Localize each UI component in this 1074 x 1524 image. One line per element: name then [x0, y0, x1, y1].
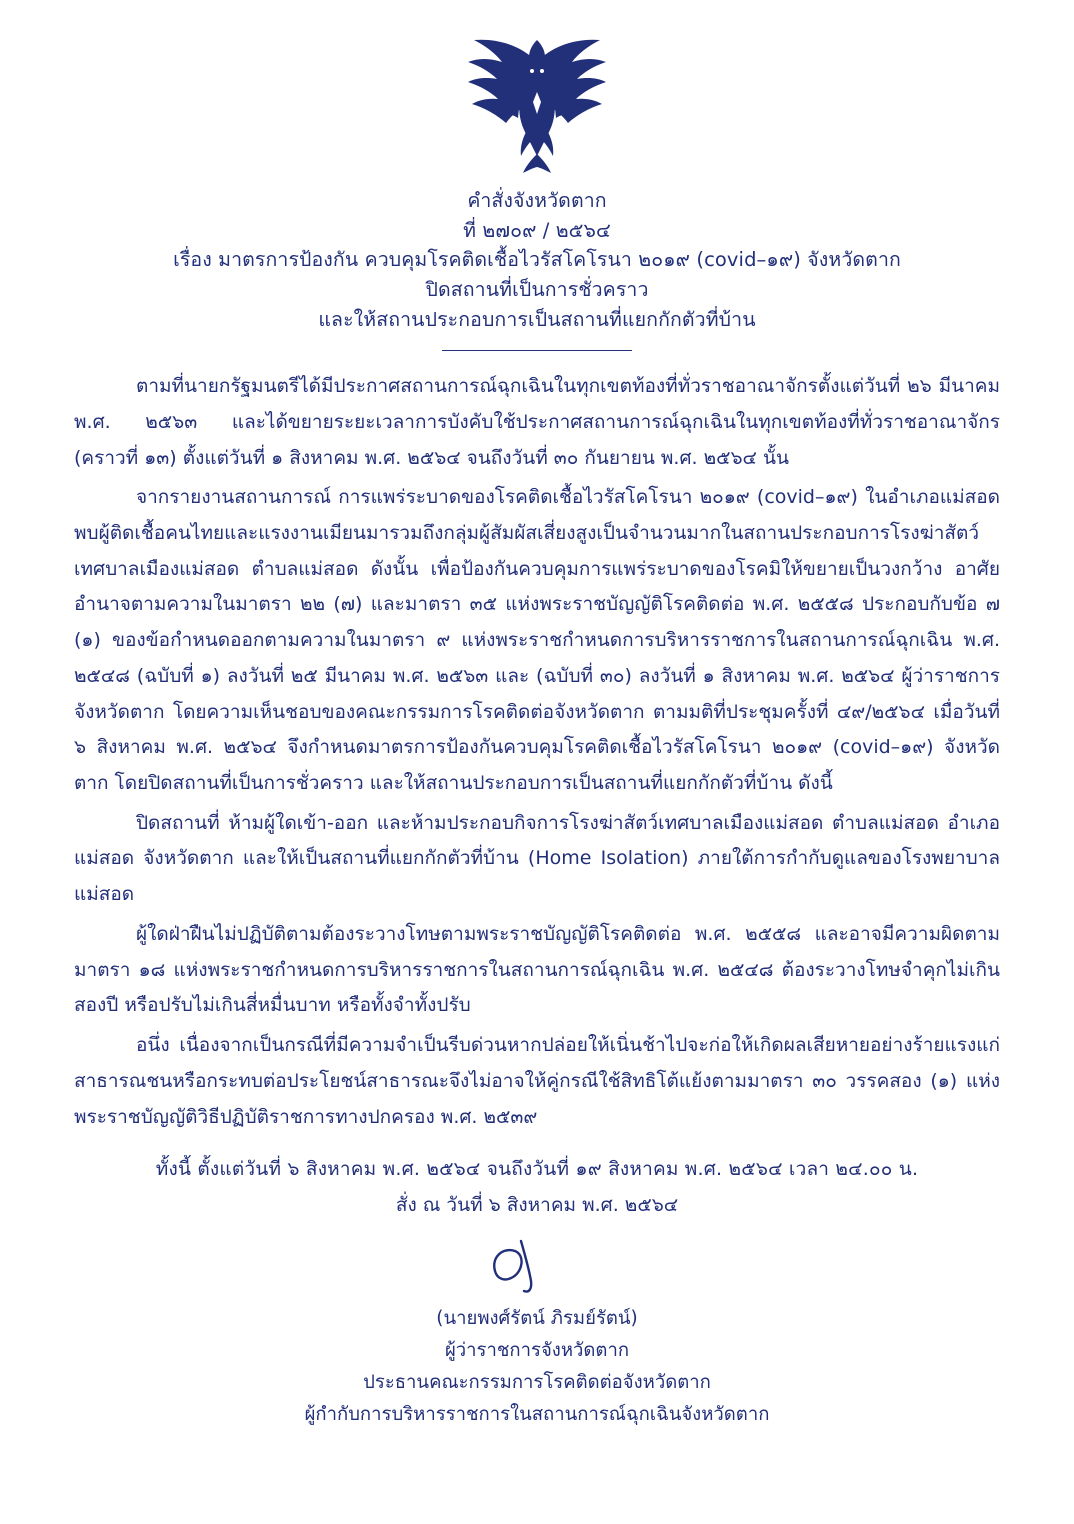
document-body	[74, 369, 1000, 1135]
emblem-container	[74, 28, 1000, 186]
closing-block	[74, 1151, 1000, 1223]
paragraph-1: ตามที่นายกรัฐมนตรีได้มีประกาศสถานการณ์ฉุกเฉินในทุกเขตท้องที่ทั่วราชอาณาจักรตั้งแต่วันที่ ๒๖ มีนาคม พ.ศ. ๒๕๖๓ และได้ขยายระยะเวลาการบังคับใช้ประกาศสถานการณ์ฉุกเฉินในทุกเขตท้องที่ทั่วราชอาณาจักร (คราวที่ ๑๓) ตั้งแต่วันที่ ๑ สิงหาคม พ.ศ. ๒๕๖๔ จนถึงวันที่ ๓๐ กันยายน พ.ศ. ๒๕๖๔ นั้น	[74, 375, 1000, 469]
paragraph-5: อนึ่ง เนื่องจากเป็นกรณีที่มีความจำเป็นรีบด่วนหากปล่อยให้เนิ่นช้าไปจะก่อให้เกิดผลเสียหายอย่างร้ายแรงแก่สาธารณชนหรือกระทบต่อประโยชน์สาธารณะจึงไม่อาจให้คู่กรณีใช้สิทธิโต้แย้งตามมาตรา ๓๐ วรรคสอง (๑) แห่งพระราชบัญญัติวิธีปฏิบัติราชการทางปกครอง พ.ศ. ๒๕๓๙	[74, 1034, 1000, 1128]
paragraph-4: ผู้ใดฝ่าฝืนไม่ปฏิบัติตามต้องระวางโทษตามพระราชบัญญัติโรคติดต่อ พ.ศ. ๒๕๕๘ และอาจมีความผิดตามมาตรา ๑๘ แห่งพระราชกำหนดการบริหารราชการในสถานการณ์ฉุกเฉิน พ.ศ. ๒๕๔๘ ต้องระวางโทษจำคุกไม่เกินสองปี หรือปรับไม่เกินสี่หมื่นบาท หรือทั้งจำทั้งปรับ	[74, 922, 1000, 1017]
garuda-emblem	[452, 28, 622, 178]
signature-block	[74, 1229, 1000, 1430]
signer-title-emergency: ผู้กำกับการบริหารราชการในสถานการณ์ฉุกเฉินจังหวัดตาก	[304, 1403, 770, 1425]
order-subject-line3: และให้สถานประกอบการเป็นสถานที่แยกกักตัวที่บ้าน	[318, 307, 756, 331]
order-subject: เรื่อง มาตรการป้องกัน ควบคุมโรคติดเชื้อไวรัสโคโรนา ๒๐๑๙ (covid–๑๙) จังหวัดตาก	[173, 248, 901, 272]
order-number: ที่ ๒๗๐๙ / ๒๕๖๔	[463, 218, 611, 242]
signer-name: (นายพงศ์รัตน์ ภิรมย์รัตน์)	[436, 1308, 638, 1330]
paragraph-2: จากรายงานสถานการณ์ การแพร่ระบาดของโรคติดเชื้อไวรัสโคโรนา ๒๐๑๙ (covid–๑๙) ในอำเภอแม่สอด พบผู้ติดเชื้อคนไทยและแรงงานเมียนมารวมถึงกลุ่มผู้สัมผัสเสี่ยงสูงเป็นจำนวนมากในสถานประกอบการโรงฆ่าสัตว์เทศบาลเมืองแม่สอด ตำบลแม่สอด ดังนั้น เพื่อป้องกันควบคุมการแพร่ระบาดของโรคมิให้ขยายเป็นวงกว้าง อาศัยอำนาจตามความในมาตรา ๒๒ (๗) และมาตรา ๓๕ แห่งพระราชบัญญัติโรคติดต่อ พ.ศ. ๒๕๕๘ ประกอบกับข้อ ๗ (๑) ของข้อกำหนดออกตามความในมาตรา ๙ แห่งพระราชกำหนดการบริหารราชการในสถานการณ์ฉุกเฉิน พ.ศ. ๒๕๔๘ (ฉบับที่ ๑) ลงวันที่ ๒๕ มีนาคม พ.ศ. ๒๕๖๓ และ (ฉบับที่ ๓๐) ลงวันที่ ๑ สิงหาคม พ.ศ. ๒๕๖๔ ผู้ว่าราชการจังหวัดตาก โดยความเห็นชอบของคณะกรรมการโรคติดต่อจังหวัดตาก ตามมติที่ประชุมครั้งที่ ๔๙/๒๕๖๔ เมื่อวันที่ ๖ สิงหาคม พ.ศ. ๒๕๖๔ จึงกำหนดมาตรการป้องกันควบคุมโรคติดเชื้อไวรัสโคโรนา ๒๐๑๙ (covid–๑๙) จังหวัดตาก โดยปิดสถานที่เป็นการชั่วคราว และให้สถานประกอบการเป็นสถานที่แยกกักตัวที่บ้าน ดังนี้	[74, 486, 1000, 795]
effective-period: ทั้งนี้ ตั้งแต่วันที่ ๖ สิงหาคม พ.ศ. ๒๕๖๔ จนถึงวันที่ ๑๙ สิงหาคม พ.ศ. ๒๕๖๔ เวลา ๒๔.๐๐ น.	[155, 1158, 919, 1181]
document-heading	[74, 186, 1000, 334]
signer-title-governor: ผู้ว่าราชการจังหวัดตาก	[444, 1340, 630, 1362]
paragraph-3: ปิดสถานที่ ห้ามผู้ใดเข้า-ออก และห้ามประกอบกิจการโรงฆ่าสัตว์เทศบาลเมืองแม่สอด ตำบลแม่สอด อำเภอแม่สอด จังหวัดตาก และให้เป็นสถานที่แยกกักตัวที่บ้าน (Home Isolation) ภายใต้การกำกับดูแลของโรงพยาบาลแม่สอด	[74, 811, 1000, 906]
order-subject-line2: ปิดสถานที่เป็นการชั่วคราว	[425, 277, 649, 301]
handwritten-signature	[74, 1229, 1000, 1303]
signer-title-chair: ประธานคณะกรรมการโรคติดต่อจังหวัดตาก	[363, 1372, 711, 1394]
order-title: คำสั่งจังหวัดตาก	[467, 189, 607, 212]
heading-divider	[442, 350, 632, 351]
order-date: สั่ง ณ วันที่ ๖ สิงหาคม พ.ศ. ๒๕๖๔	[395, 1194, 679, 1217]
